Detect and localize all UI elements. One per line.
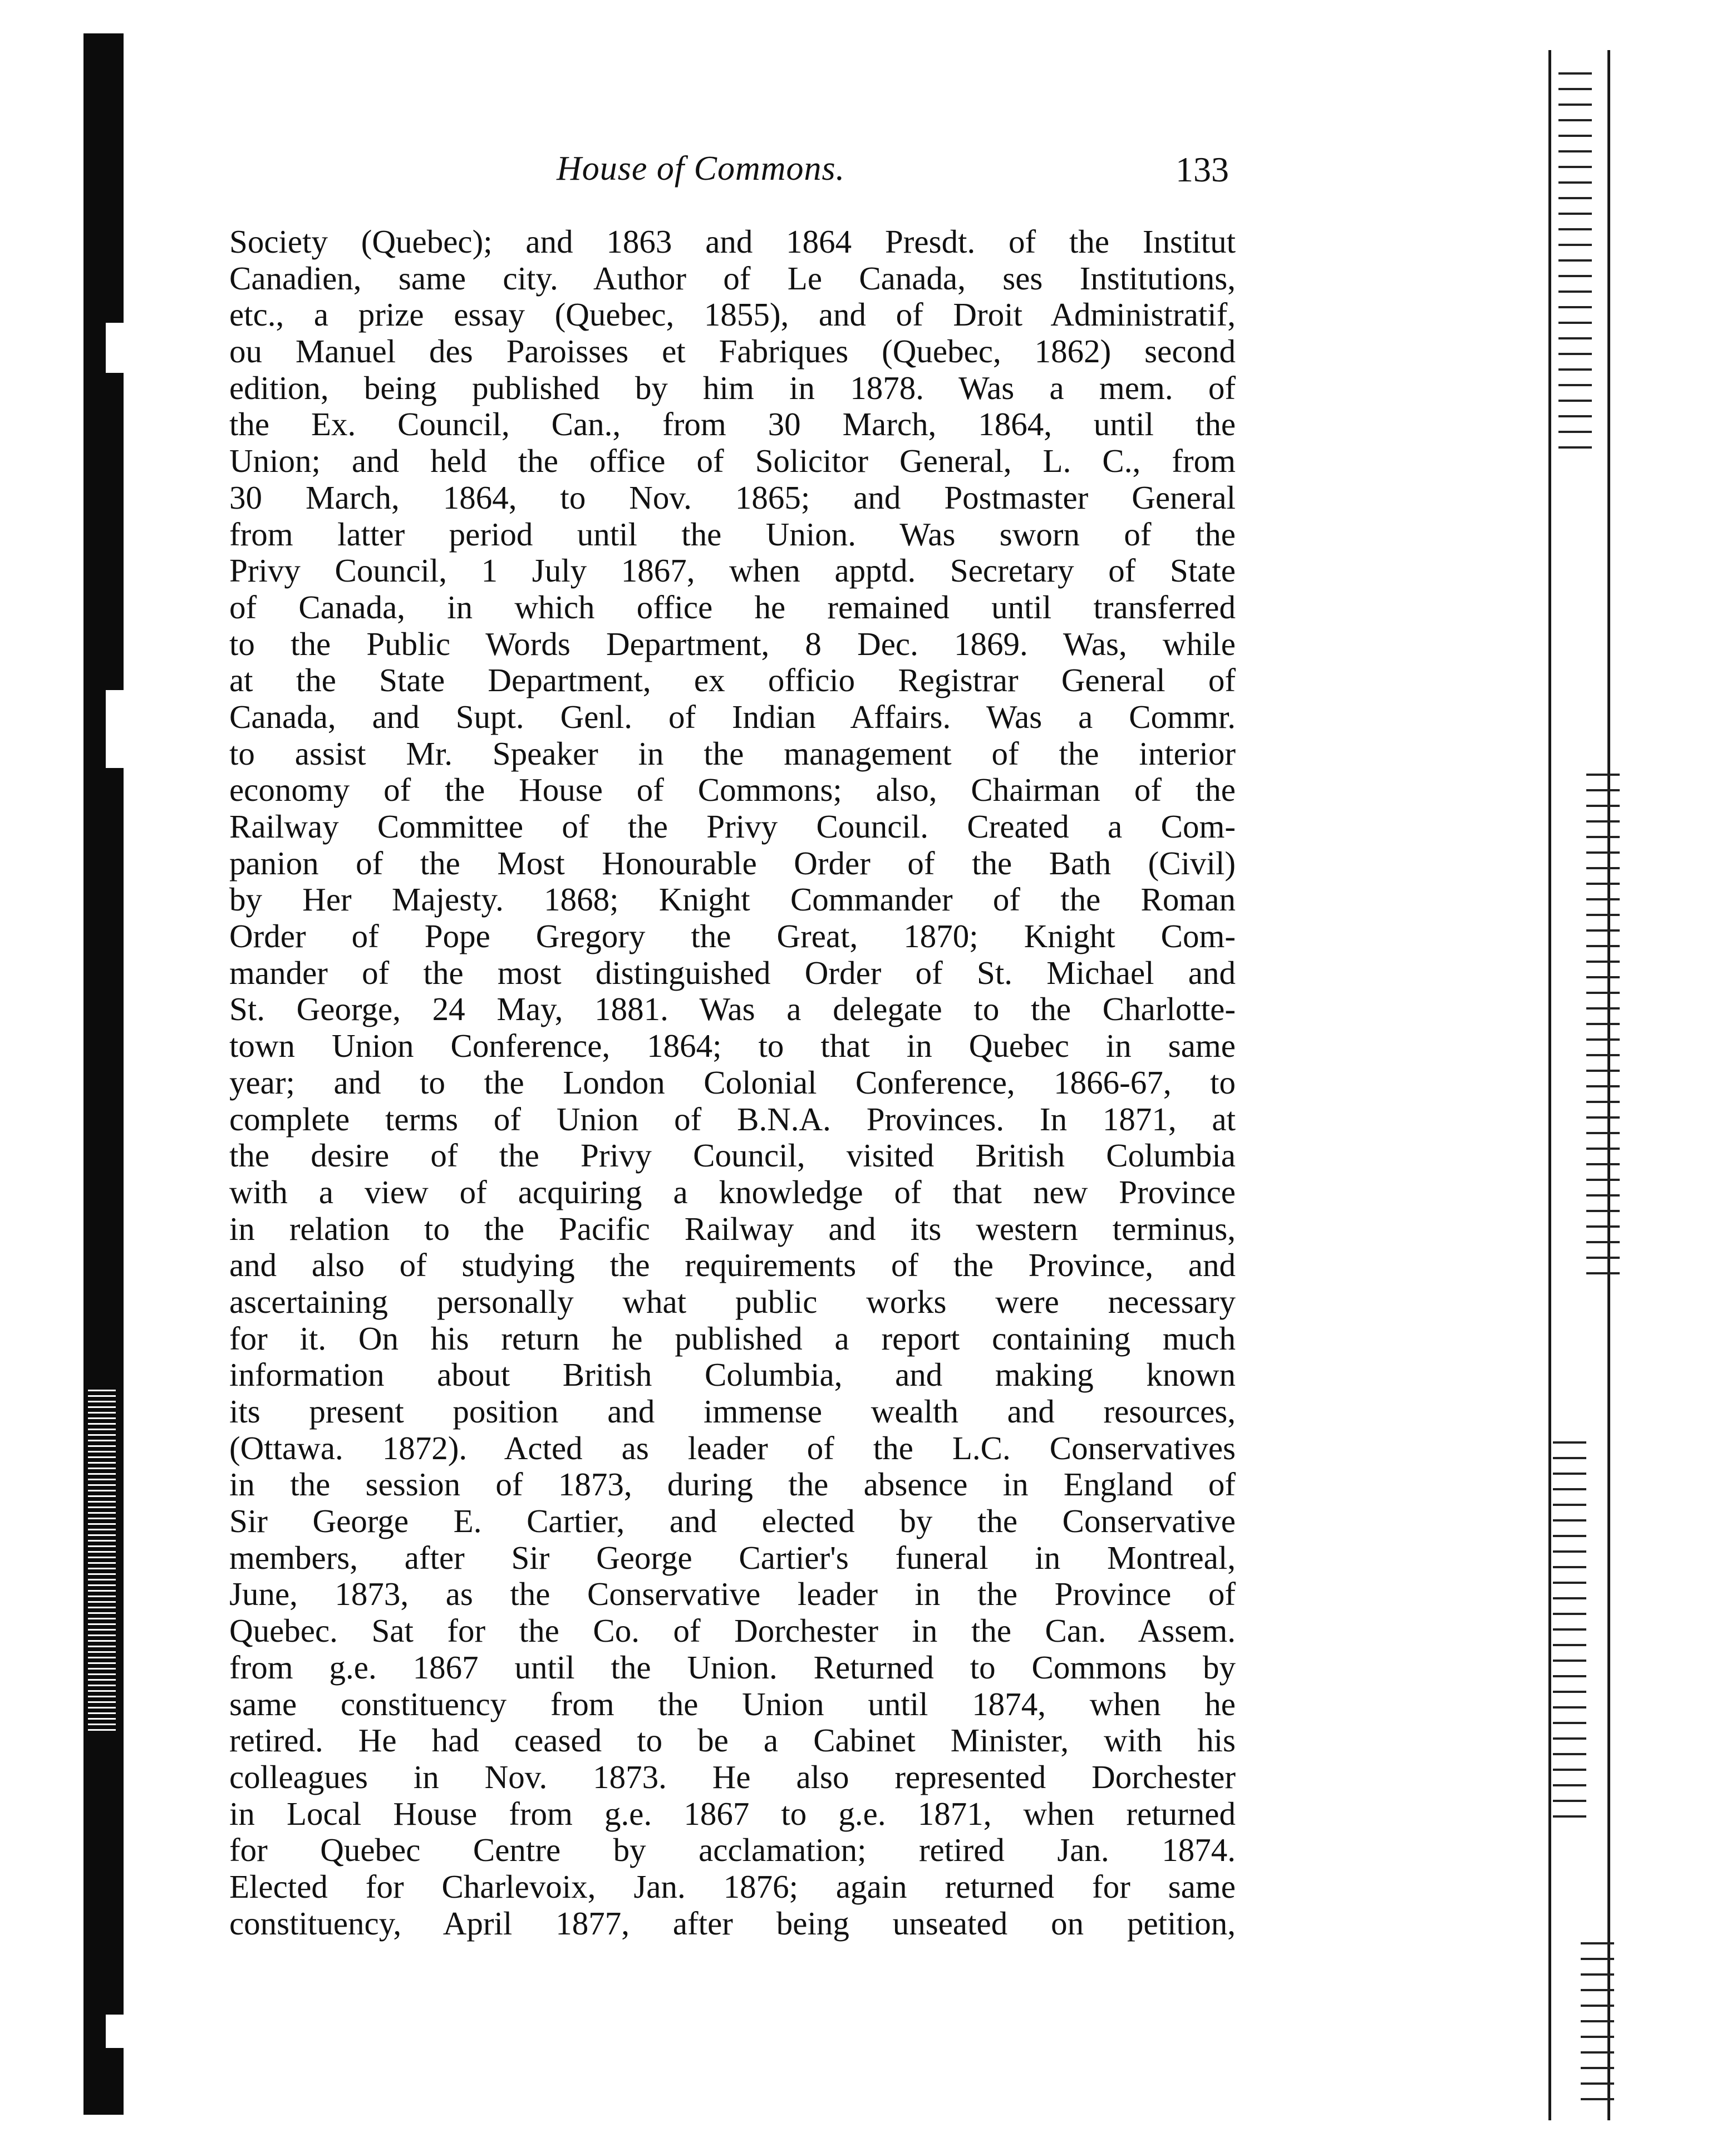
page-header — [0, 149, 1236, 194]
text-line: Sir George E. Cartier, and elected by the Conservative — [229, 1503, 1236, 1540]
page-number: 133 — [1176, 150, 1229, 189]
text-line: ou Manuel des Paroisses et Fabriques (Quebec, 1862) second — [229, 333, 1236, 370]
text-line: Railway Committee of the Privy Council. Created a Com- — [229, 808, 1236, 845]
text-line: the desire of the Privy Council, visited British Columbia — [229, 1137, 1236, 1174]
text-line: and also of studying the requirements of the Province, and — [229, 1247, 1236, 1284]
body-text — [229, 224, 1236, 1942]
text-line: Canada, and Supt. Genl. of Indian Affairs. Was a Commr. — [229, 698, 1236, 735]
text-line: its present position and immense wealth and resources, — [229, 1393, 1236, 1430]
text-line: for it. On his return he published a report containing much — [229, 1319, 1236, 1357]
text-line: from latter period until the Union. Was sworn of the — [229, 515, 1236, 553]
text-line: retired. He had ceased to be a Cabinet Minister, with his — [229, 1722, 1236, 1759]
text-line: year; and to the London Colonial Conference, 1866-67, to — [229, 1063, 1236, 1101]
text-line: panion of the Most Honourable Order of the Bath (Civil) — [229, 844, 1236, 882]
text-line: to assist Mr. Speaker in the management of the interior — [229, 735, 1236, 772]
text-line: in Local House from g.e. 1867 to g.e. 1871, when returned — [229, 1795, 1236, 1832]
text-line: at the State Department, ex officio Registrar General of — [229, 662, 1236, 699]
text-line: Canadien, same city. Author of Le Canada, ses Institutions, — [229, 259, 1236, 297]
text-line: for Quebec Centre by acclamation; retired Jan. 1874. — [229, 1831, 1236, 1869]
text-line: with a view of acquiring a knowledge of that new Province — [229, 1173, 1236, 1210]
text-line: economy of the House of Commons; also, Chairman of the — [229, 771, 1236, 809]
text-line: from g.e. 1867 until the Union. Returned to Commons by — [229, 1648, 1236, 1686]
text-line: of Canada, in which office he remained until transferred — [229, 588, 1236, 626]
text-line: Society (Quebec); and 1863 and 1864 Presdt. of the Institut — [229, 223, 1236, 260]
text-line: St. George, 24 May, 1881. Was a delegate to the Charlotte- — [229, 991, 1236, 1028]
text-line: Elected for Charlevoix, Jan. 1876; again returned for same — [229, 1868, 1236, 1905]
text-line: complete terms of Union of B.N.A. Provinces. In 1871, at — [229, 1100, 1236, 1138]
text-line: etc., a prize essay (Quebec, 1855), and of Droit Administratif, — [229, 296, 1236, 333]
text-line: 30 March, 1864, to Nov. 1865; and Postmaster General — [229, 479, 1236, 516]
text-line: edition, being published by him in 1878. Was a mem. of — [229, 369, 1236, 406]
text-line: Union; and held the office of Solicitor General, L. C., from — [229, 442, 1236, 480]
text-line: town Union Conference, 1864; to that in Quebec in same — [229, 1027, 1236, 1065]
text-line: ascertaining personally what public works were necessary — [229, 1283, 1236, 1320]
text-line: Privy Council, 1 July 1867, when apptd. Secretary of State — [229, 552, 1236, 589]
running-head: House of Commons. — [557, 150, 845, 188]
text-line: by Her Majesty. 1868; Knight Commander of the Roman — [229, 881, 1236, 918]
text-line: June, 1873, as the Conservative leader in the Province of — [229, 1575, 1236, 1613]
text-line: colleagues in Nov. 1873. He also represented Dorchester — [229, 1758, 1236, 1795]
text-line: Quebec. Sat for the Co. of Dorchester in the Can. Assem. — [229, 1612, 1236, 1650]
left-binding-edge — [83, 33, 124, 2115]
text-line: the Ex. Council, Can., from 30 March, 1864, until the — [229, 406, 1236, 443]
text-line: (Ottawa. 1872). Acted as leader of the L.C. Conservatives — [229, 1429, 1236, 1466]
text-line: Order of Pope Gregory the Great, 1870; Knight Com- — [229, 918, 1236, 955]
text-line: same constituency from the Union until 1874, when he — [229, 1685, 1236, 1722]
text-line: members, after Sir George Cartier's funeral in Montreal, — [229, 1539, 1236, 1576]
text-line: to the Public Words Department, 8 Dec. 1869. Was, while — [229, 625, 1236, 662]
text-line: in relation to the Pacific Railway and its western terminus, — [229, 1210, 1236, 1247]
text-line: in the session of 1873, during the absence in England of — [229, 1466, 1236, 1503]
right-deckled-edge — [1536, 50, 1631, 2120]
text-line: constituency, April 1877, after being unseated on petition, — [229, 1904, 1236, 1942]
text-line: mander of the most distinguished Order of St. Michael and — [229, 954, 1236, 991]
text-line: information about British Columbia, and making known — [229, 1356, 1236, 1394]
